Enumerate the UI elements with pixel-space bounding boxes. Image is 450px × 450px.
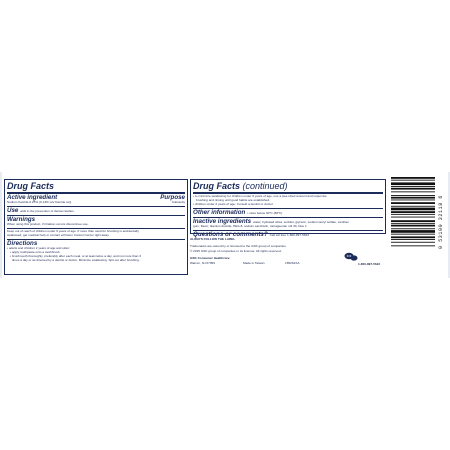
use-heading: Use: [7, 207, 19, 215]
keep-out-text-1: Keep out of reach of children under 6 years of age. If more than used for brushing is accidentally: [7, 229, 139, 234]
speech-bubble-icon: [344, 252, 358, 262]
continued-direction-line: • to minimize swallowing for children under 6 years of age, use a pea-sized amount and supervise: [193, 194, 327, 198]
continued-text: (continued): [242, 181, 288, 191]
active-ingredient-heading: Active ingredient: [7, 194, 58, 201]
always-follow-label: ALWAYS FOLLOW THE LABEL: [190, 237, 236, 241]
drug-facts-title: Drug Facts: [7, 181, 55, 191]
product-code: 185262XA: [285, 261, 300, 265]
warnings-heading: Warnings: [7, 216, 36, 224]
inactive-ingredients-heading: Inactive ingredients: [193, 217, 252, 225]
drug-facts-continued-panel: [190, 179, 386, 238]
barcode: [389, 176, 437, 268]
continued-direction-line: • children under 2 years of age: Consult a dentist or doctor.: [193, 201, 274, 206]
questions-text: Call toll-free 1-800-897-5623: [269, 233, 309, 238]
barcode-number: 0 53100 32118 6: [438, 195, 444, 250]
directions-line: • adults and children 2 years of age and older:: [7, 246, 70, 251]
drug-facts-continued-title: [193, 182, 383, 191]
purpose-value: Anticavity: [171, 200, 185, 205]
company-name: GSK Consumer Healthcare: [190, 256, 230, 260]
continued-direction-line: brushing and rinsing until good habits are established.: [196, 197, 270, 202]
questions-heading: Questions or comments?: [193, 230, 268, 238]
directions-line: times a day or as directed by a dentist or doctor. Minimize swallowing. Spit out after brushing.: [12, 257, 140, 262]
inactive-ingredients-text: water, hydrated silica, sorbitol, glycerin, sodium lauryl sulfate, xanthan: [253, 220, 349, 225]
other-information-heading: Other information: [193, 208, 246, 216]
inactive-ingredients-text: gum, flavor, titanium dioxide, PEG-8, sodium saccharin, carrageenan mtl 30, blue 1: [193, 223, 307, 228]
title-text: Drug Facts: [193, 181, 241, 191]
warnings-text: When using this product, if irritation occurs discontinue use.: [7, 222, 89, 227]
made-in-text: Made in Taiwan: [243, 261, 265, 265]
tube-crimp-left: [0, 172, 2, 278]
keep-out-text-2: swallowed, get medical help or contact a Poison Control Center right away.: [7, 233, 110, 238]
drug-facts-panel: [4, 179, 188, 275]
company-address: Warren, NJ 07059: [190, 261, 215, 265]
other-information-text: • store below 30°C (86°F): [247, 210, 283, 215]
directions-line: • brush teeth thoroughly, preferably after each meal, or at least twice a day, and not more than 3: [10, 253, 141, 258]
phone-number: 1-800-897-5623: [358, 262, 381, 266]
divider: [7, 206, 185, 207]
directions-heading: Directions: [7, 240, 38, 248]
active-ingredient-value: Sodium fluoride 0.25% (0.13% w/v fluoride ion): [7, 200, 72, 205]
purpose-heading: Purpose: [160, 194, 185, 201]
directions-line: • apply toothpaste onto a toothbrush: [10, 250, 60, 255]
trademark-line: Trademarks are owned by or licensed to the GSK group of companies.: [190, 244, 287, 248]
use-text: aids in the prevention of dental cavities.: [20, 209, 75, 214]
copyright-line: © 2015 GSK group of companies or its licensor. All rights reserved.: [190, 249, 282, 253]
